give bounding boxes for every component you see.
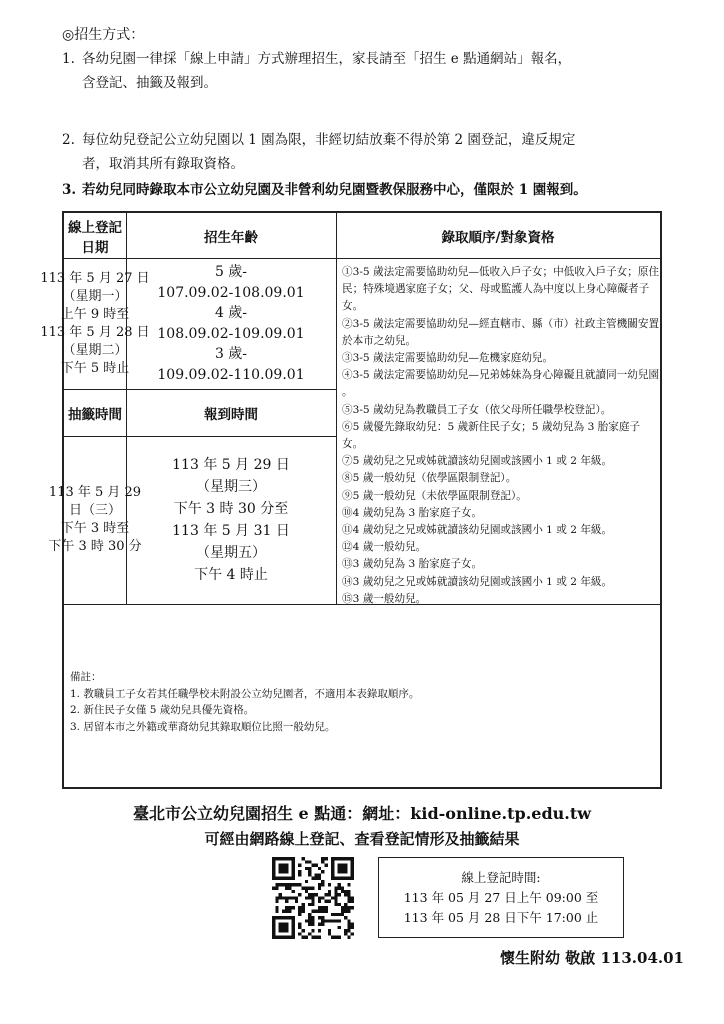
age-line: 5 歲- <box>214 264 248 280</box>
registration-time-end: 113 年 05 月 28 日下午 17:00 止 <box>403 909 599 925</box>
admission-rule: ⑭3 歲幼兒之兄或姊就讀該幼兒園或該國小 1 或 2 年級。 <box>342 575 613 588</box>
admission-rule: ①3-5 歲法定需要協助幼兒—低收入戶子女；中低收入戶子女；原住民；特殊境遇家庭子女；父、母或監護人為中度以上身心障礙者子女。 <box>342 266 660 313</box>
header-age: 招生年齡 <box>204 229 258 246</box>
item-number: 2. <box>62 132 75 148</box>
report-line: 113 年 5 月 29 日 <box>172 457 290 473</box>
remark-item: 1. 教職員工子女若其任職學校未附設公立幼兒園者，不適用本表錄取順序。 <box>70 687 420 700</box>
item-text-line: 若幼兒同時錄取本市公立幼兒園及非營利幼兒園暨教保服務中心，僅限於 1 園報到。 <box>82 182 587 198</box>
website-description: 可經由網路線上登記、查看登記情形及抽籤結果 <box>204 830 520 848</box>
admission-rule: ②3-5 歲法定需要協助幼兒—經直轄市、縣（市）社政主管機關安置於本市之幼兒。 <box>342 317 660 347</box>
registration-time-title: 線上登記時間: <box>461 869 541 885</box>
admission-rule: ⑫4 歲一般幼兒。 <box>342 541 427 554</box>
age-line: 107.09.02-108.09.01 <box>157 284 305 301</box>
lottery-line: 日（三） <box>68 503 121 518</box>
item-number: 3. <box>62 182 77 198</box>
age-line: 109.09.02-110.09.01 <box>157 366 305 383</box>
signoff: 懷生附幼 敬啟 113.04.01 <box>500 949 684 967</box>
lottery-line: 下午 3 時至 <box>60 521 130 536</box>
item-text-line: 者，取消其所有錄取資格。 <box>82 156 244 172</box>
instruction-item-1 <box>62 47 571 95</box>
admission-rule: ⑬3 歲幼兒為 3 胎家庭子女。 <box>342 558 483 571</box>
admission-rule: ④3-5 歲法定需要協助幼兒—兄弟姊妹為身心障礙且就讀同一幼兒園 。 <box>342 369 660 399</box>
reg-date-line: 113 年 5 月 28 日 <box>40 324 150 340</box>
report-time-cell <box>126 436 336 604</box>
age-line: 108.09.02-109.09.01 <box>157 325 305 342</box>
instruction-item-3 <box>62 178 587 202</box>
report-line: 113 年 5 月 31 日 <box>172 523 290 539</box>
lottery-line: 113 年 5 月 29 <box>48 485 142 500</box>
reg-date-line: （星期二） <box>62 342 128 358</box>
report-line: （星期三） <box>196 479 266 495</box>
admission-rule: ⑩4 歲幼兒為 3 胎家庭子女。 <box>342 506 483 519</box>
item-text-line: 每位幼兒登記公立幼兒園以 1 園為限，非經切結放棄不得於第 2 園登記，違反規定 <box>82 132 576 148</box>
remarks <box>70 669 650 735</box>
reg-date-line: 113 年 5 月 27 日 <box>40 270 150 286</box>
table-divider <box>336 213 337 604</box>
reg-date-cell <box>40 258 150 389</box>
admission-rule: ⑮3 歲一般幼兒。 <box>342 592 427 605</box>
admission-rule: ⑥5 歲優先錄取幼兒：5 歲新住民子女；5 歲幼兒為 3 胎家庭子女。 <box>342 420 641 451</box>
reg-date-line: （星期一） <box>62 288 128 304</box>
header-report-time: 報到時間 <box>204 406 258 423</box>
admission-rule: ⑧5 歲一般幼兒（依學區限制登記）。 <box>342 472 517 485</box>
header-reg-date: 線上登記日期 <box>68 219 122 256</box>
admission-rule: ③3-5 歲法定需要協助幼兒—危機家庭幼兒。 <box>342 352 554 365</box>
admission-rule: ⑤3-5 歲幼兒為教職員工子女（依父母所任職學校登記）。 <box>342 403 612 416</box>
admission-rule: ⑨5 歲一般幼兒（未依學區限制登記）。 <box>342 489 527 502</box>
reg-date-line: 上午 9 時至 <box>60 306 130 322</box>
report-line: 下午 3 時 30 分至 <box>173 501 289 517</box>
qr-code-icon <box>272 857 354 939</box>
header-lottery-time: 抽籤時間 <box>68 406 122 423</box>
report-line: （星期五） <box>196 545 266 561</box>
report-line: 下午 4 時止 <box>194 567 268 583</box>
registration-time-start: 113 年 05 月 27 日上午 09:00 至 <box>403 889 599 905</box>
age-line: 4 歲- <box>214 305 248 321</box>
section-heading: ◎招生方式： <box>62 27 145 43</box>
age-cell <box>126 258 336 389</box>
website-line: 臺北市公立幼兒園招生 e 點通：網址：kid-online.tp.edu.tw <box>132 804 592 823</box>
item-number: 1. <box>62 51 75 67</box>
lottery-line: 下午 3 時 30 分 <box>48 539 142 554</box>
age-line: 3 歲- <box>214 346 248 362</box>
admission-rule: ⑦5 歲幼兒之兄或姊就讀該幼兒園或該國小 1 或 2 年級。 <box>342 455 613 468</box>
admission-rule: ⑪4 歲幼兒之兄或姊就讀該幼兒園或該國小 1 或 2 年級。 <box>342 524 613 537</box>
instruction-item-2 <box>62 128 575 176</box>
item-text-line: 各幼兒園一律採「線上申請」方式辦理招生，家長請至「招生 e 點通網站」報名， <box>82 51 572 67</box>
item-text-line: 含登記、抽籤及報到。 <box>82 75 217 91</box>
admission-table <box>40 211 662 789</box>
reg-date-line: 下午 5 時止 <box>60 360 130 376</box>
remarks-title: 備註： <box>70 671 102 683</box>
lottery-time-cell <box>48 436 142 604</box>
admission-order-list <box>342 264 660 608</box>
remark-item: 3. 居留本市之外籍或華裔幼兒其錄取順位比照一般幼兒。 <box>70 720 336 733</box>
remark-item: 2. 新住民子女僅 5 歲幼兒具優先資格。 <box>70 704 255 716</box>
header-admission-order: 錄取順序/對象資格 <box>441 229 555 246</box>
registration-time-box <box>378 857 624 938</box>
